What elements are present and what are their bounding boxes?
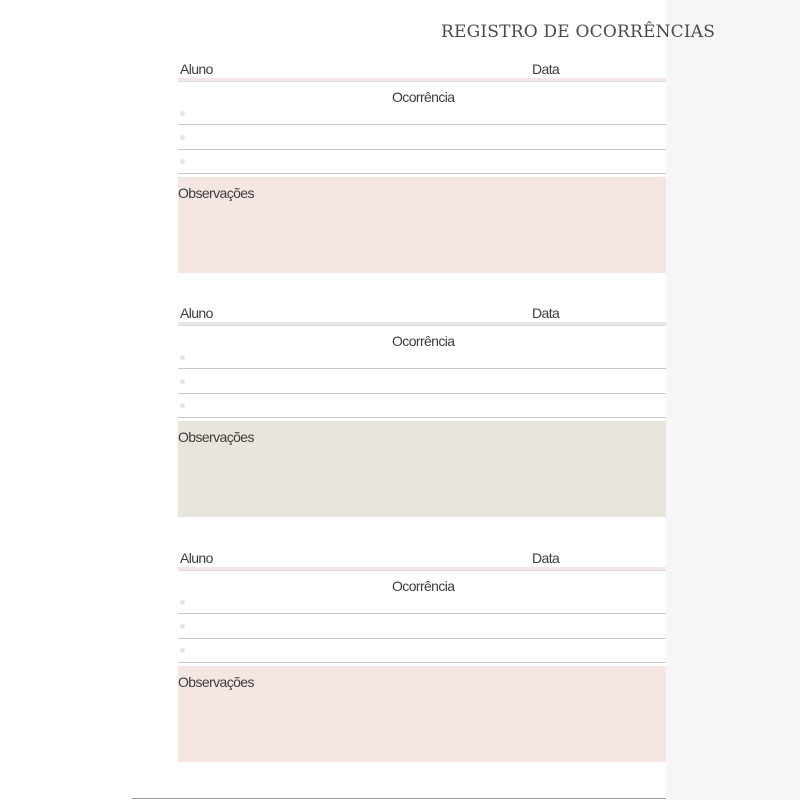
- observacoes-label: Observações: [178, 674, 254, 690]
- record-block-3: [178, 550, 666, 794]
- record-block-1: [178, 61, 666, 305]
- ocorrencia-line-1[interactable]: [178, 368, 666, 369]
- ocorrencia-line-2[interactable]: [178, 638, 666, 639]
- data-label: Data: [532, 550, 560, 566]
- data-label: Data: [532, 61, 560, 77]
- ocorrencia-line-2[interactable]: [178, 393, 666, 394]
- bullet-dot: [180, 600, 185, 605]
- ocorrencia-label: Ocorrência: [392, 578, 455, 594]
- ocorrencia-line-2[interactable]: [178, 149, 666, 150]
- aluno-label: Aluno: [180, 550, 213, 566]
- bullet-dot: [180, 403, 185, 408]
- bullet-dot: [180, 111, 185, 116]
- header-rule: [178, 570, 666, 571]
- bullet-dot: [180, 159, 185, 164]
- header-rule: [178, 81, 666, 82]
- ocorrencia-label: Ocorrência: [392, 333, 455, 349]
- bullet-dot: [180, 624, 185, 629]
- observacoes-label: Observações: [178, 429, 254, 445]
- observacoes-label: Observações: [178, 185, 254, 201]
- ocorrencia-line-3[interactable]: [178, 417, 666, 418]
- aluno-label: Aluno: [180, 305, 213, 321]
- record-block-2: [178, 305, 666, 549]
- page-bottom-rule: [132, 798, 666, 799]
- header-rule: [178, 325, 666, 326]
- page-title: REGISTRO DE OCORRÊNCIAS: [441, 22, 716, 42]
- ocorrencia-line-1[interactable]: [178, 613, 666, 614]
- bullet-dot: [180, 355, 185, 360]
- aluno-label: Aluno: [180, 61, 213, 77]
- ocorrencia-line-1[interactable]: [178, 124, 666, 125]
- ocorrencia-line-3[interactable]: [178, 662, 666, 663]
- bullet-dot: [180, 135, 185, 140]
- ocorrencia-label: Ocorrência: [392, 89, 455, 105]
- data-label: Data: [532, 305, 560, 321]
- ocorrencia-line-3[interactable]: [178, 173, 666, 174]
- bullet-dot: [180, 379, 185, 384]
- bullet-dot: [180, 648, 185, 653]
